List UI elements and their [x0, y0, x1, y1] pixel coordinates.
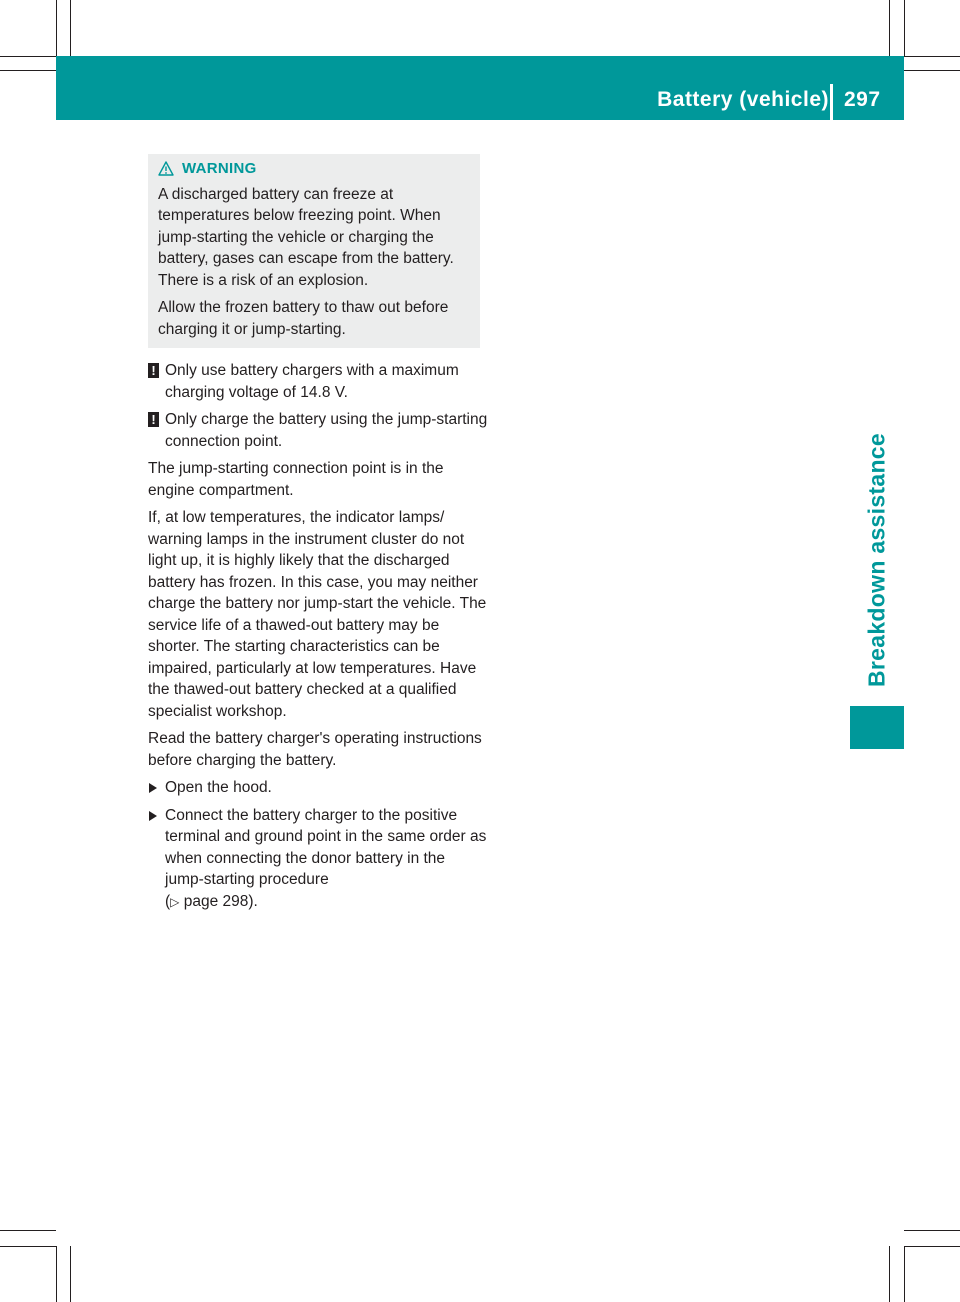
crop-mark: [0, 1230, 56, 1231]
side-tab: [850, 420, 904, 700]
caution-mark-icon: !: [148, 363, 159, 378]
crop-mark: [70, 1246, 71, 1302]
body-paragraph: Read the battery charger's operating instructions before charging the battery.: [148, 730, 482, 769]
crop-mark: [0, 1246, 56, 1247]
caution-mark-icon: !: [148, 412, 159, 427]
reference-open-paren: (: [165, 892, 171, 910]
crop-mark: [56, 1246, 57, 1302]
crop-mark: [904, 1246, 905, 1302]
crop-mark: [0, 70, 56, 71]
page-reference-text: page 298).: [179, 892, 258, 910]
instruction-step: [148, 777, 488, 799]
page-number: 297: [844, 88, 881, 111]
step-arrow-icon: [149, 783, 157, 793]
warning-paragraph: A discharged battery can freeze at temperatures below freezing point. When jump-starting the vehicle or charging the battery, gases can escape from the battery. There is a risk of an explosion.: [158, 185, 454, 289]
main-content: [148, 154, 488, 919]
instruction-step: [148, 805, 488, 914]
crop-mark: [904, 1246, 960, 1247]
step-text: Open the hood.: [165, 779, 272, 796]
side-tab-marker: [850, 706, 904, 749]
crop-mark: [889, 0, 890, 56]
crop-mark: [70, 0, 71, 56]
caution-note: [148, 409, 488, 452]
step-text: Connect the battery charger to the positive terminal and ground point in the same order as when connecting the donor battery in the jump-starting procedure: [165, 806, 487, 888]
warning-title: WARNING: [182, 160, 257, 177]
crop-mark: [904, 1230, 960, 1231]
page-reference-arrow-icon: ▷: [170, 894, 180, 909]
body-paragraph: The jump-starting connection point is in the engine compartment.: [148, 460, 444, 499]
step-arrow-icon: [149, 811, 157, 821]
crop-mark: [0, 56, 56, 57]
crop-mark: [904, 56, 960, 57]
crop-mark: [56, 0, 57, 56]
page-title: Battery (vehicle): [657, 88, 829, 111]
warning-triangle-icon: [158, 161, 174, 176]
crop-mark: [889, 1246, 890, 1302]
warning-header: [158, 158, 470, 180]
caution-note-text: Only charge the battery using the jump-starting connection point.: [165, 411, 488, 450]
crop-mark: [904, 70, 960, 71]
side-tab-label: Breakdown assistance: [863, 432, 890, 688]
body-paragraph: If, at low temperatures, the indicator lamps/ warning lamps in the instrument cluster do not light up, it is highly likely that the discharged battery has frozen. In this case, you may neither charge the battery nor jump-start the vehicle. The service life of a thawed-out battery may be shorter. The starting characteristics can be impaired, particularly at low temperatures. Have the thawed-out battery checked at a qualified specialist workshop.: [148, 509, 487, 720]
warning-paragraph: Allow the frozen battery to thaw out before charging it or jump-starting.: [158, 299, 449, 338]
header-separator: [830, 84, 833, 120]
warning-box: [148, 154, 480, 348]
crop-mark: [904, 0, 905, 56]
page-reference[interactable]: [165, 893, 258, 910]
caution-note-text: Only use battery chargers with a maximum charging voltage of 14.8 V.: [165, 362, 459, 401]
caution-note: [148, 360, 488, 403]
